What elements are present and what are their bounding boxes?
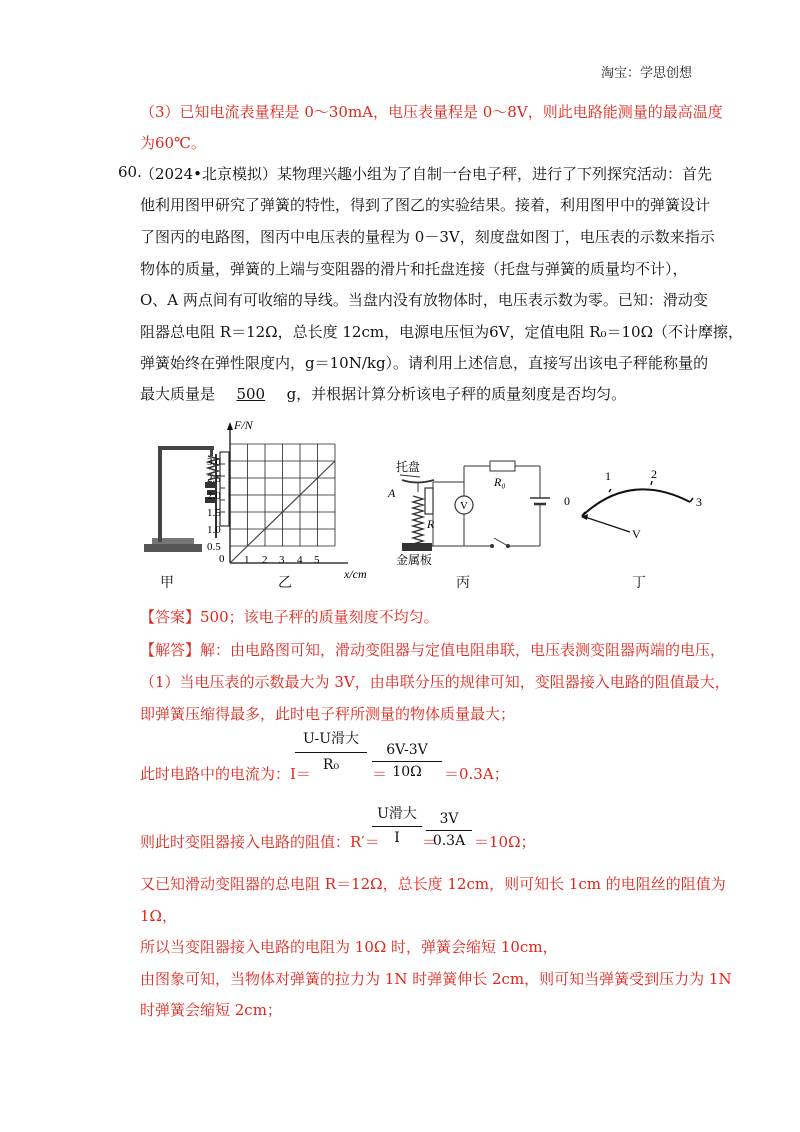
answer-text: 500；该电子秤的质量刻度不均匀。 [200, 608, 439, 626]
prev-answer-line1: （3）已知电流表量程是 0～30mA，电压表量程是 0～8V，则此电路能测量的最高温度 [140, 103, 723, 121]
current-eq1: ＝ [372, 765, 388, 783]
res-fraction-1 [372, 803, 422, 846]
figure-bing-circuit [387, 459, 550, 567]
current-fraction-2 [372, 742, 442, 780]
analysis-line-4: 又已知滑动变阻器的总电阻 R＝12Ω，总长度 12cm，则可知长 1cm 的电阻丝的阻值为 [140, 875, 726, 893]
res-f1-den: I [394, 830, 400, 846]
current-result: ＝0.3A； [444, 765, 509, 783]
circuit-point-a: A [388, 486, 396, 500]
question-line-3: 了图丙的电路图，图丙中电压表的量程为 0－3V，刻度盘如图丁，电压表的示数来指示 [140, 228, 715, 246]
analysis-line-6: 所以当变阻器接入电路的电阻为 10Ω 时，弹簧会缩短 10cm， [140, 938, 558, 956]
analysis-line-7: 由图象可知，当物体对弹簧的拉力为 1N 时弹簧伸长 2cm，则可知当弹簧受到压力为 1N [140, 970, 732, 988]
graph-ytick-2.0: 2.0 [207, 490, 221, 502]
current-f1-den: R₀ [322, 757, 340, 773]
graph-xtick-3: 3 [279, 554, 285, 566]
res-result: ＝10Ω； [474, 833, 536, 851]
circuit-tray-label: 托盘 [396, 460, 421, 474]
current-prefix: 此时电路中的电流为：I＝ [140, 765, 311, 783]
caption-bing: 丙 [456, 575, 470, 591]
figure-ding-dial [564, 467, 702, 541]
answer-tag: 【答案】 [140, 608, 201, 626]
graph-xtick-4: 4 [297, 554, 303, 566]
current-f1-num: U-U滑大 [295, 728, 367, 753]
graph-origin: 0 [219, 553, 225, 565]
analysis-line-1 [140, 639, 725, 660]
question-line-2: 他利用图甲研究了弹簧的特性，得到了图乙的实验结果。接着，利用图甲中的弹簧设计 [140, 196, 711, 214]
graph-y-arrow [227, 422, 233, 430]
figure-yi-graph [207, 418, 367, 581]
analysis-line-3: 即弹簧压缩得最多，此时电子秤所测量的物体质量最大； [140, 705, 516, 723]
caption-jia: 甲 [160, 575, 174, 591]
question-line-1: （2024•北京模拟）某物理兴趣小组为了自制一台电子秤，进行了下列探究活动：首先 [140, 165, 713, 183]
graph-xtick-2: 2 [262, 554, 268, 566]
graph-grid [230, 444, 335, 546]
caption-ding: 丁 [632, 575, 646, 591]
current-f2-den: 10Ω [392, 764, 422, 780]
caption-yi: 乙 [278, 575, 292, 591]
dial-mark-0: 0 [564, 494, 570, 508]
question-line-5: O、A 两点间有可收缩的导线。当盘内没有放物体时，电压表示数为零。已知：滑动变 [140, 291, 708, 309]
res-f2-den: 0.3A [432, 833, 466, 849]
question-line-6: 阻器总电阻 R＝12Ω，总长度 12cm，电源电压恒为6V，定值电阻 R₀＝10Ω（不计摩擦， [140, 323, 744, 341]
graph-ytick-3.0: 3.0 [207, 456, 221, 468]
circuit-voltmeter: V [460, 500, 468, 512]
figures-area [130, 416, 730, 596]
question-last-suffix: g，并根据计算分析该电子秤的质量刻度是否均匀。 [286, 385, 627, 403]
circuit-plate-label: 金属板 [396, 553, 433, 567]
res-eq1: ＝ [422, 833, 438, 851]
circuit-r0-label: R₀ [494, 475, 506, 489]
graph-ytick-1.0: 1.0 [207, 524, 221, 536]
current-fraction-1 [295, 728, 367, 773]
graph-xtick-5: 5 [314, 554, 320, 566]
res-f2-num: 3V [426, 811, 472, 831]
res-f1-num: U滑大 [372, 803, 422, 827]
current-f2-num: 6V-3V [372, 742, 442, 762]
res-prefix: 则此时变阻器接入电路的阻值：R′＝ [140, 833, 380, 851]
graph-xlabel: x/cm [344, 567, 367, 581]
prev-answer-line2: 为60℃。 [140, 134, 206, 152]
graph-ytick-1.5: 1.5 [207, 507, 221, 519]
dial-unit: V [632, 527, 641, 541]
analysis-text-1: 解：由电路图可知，滑动变阻器与定值电阻串联，电压表测变阻器两端的电压， [200, 641, 726, 659]
answer-line [140, 606, 439, 627]
res-fraction-2 [426, 811, 472, 849]
question-line-7: 弹簧始终在弹性限度内，g＝10N/kg）。请利用上述信息，直接写出该电子秤能称量的 [140, 354, 709, 372]
dial-mark-1: 1 [605, 469, 611, 483]
graph-xtick-1: 1 [244, 554, 250, 566]
answer-blank: 500 [236, 385, 266, 403]
page-header-shop: 淘宝：学思创想 [600, 66, 692, 81]
question-line-4: 物体的质量，弹簧的上端与变阻器的滑片和托盘连接（托盘与弹簧的质量均不计）， [140, 260, 688, 278]
question-number: 60. [118, 163, 142, 181]
circuit-resistor-r: R [427, 517, 435, 531]
analysis-line-8: 时弹簧会缩短 2cm； [140, 1001, 282, 1019]
analysis-line-5: 1Ω， [140, 907, 177, 925]
question-last-prefix: 最大质量是 [140, 385, 216, 403]
question-line-8 [140, 383, 626, 404]
graph-ylabel: F/N [234, 418, 253, 432]
analysis-line-2: （1）当电压表的示数最大为 3V，由串联分压的规律可知，变阻器接入电路的阻值最大， [140, 673, 730, 691]
analysis-tag: 【解答】 [140, 641, 201, 659]
dial-mark-2: 2 [651, 467, 657, 481]
graph-ytick-0.5: 0.5 [207, 541, 221, 553]
graph-ytick-2.5: 2.5 [207, 473, 221, 485]
dial-mark-3: 3 [696, 495, 702, 509]
